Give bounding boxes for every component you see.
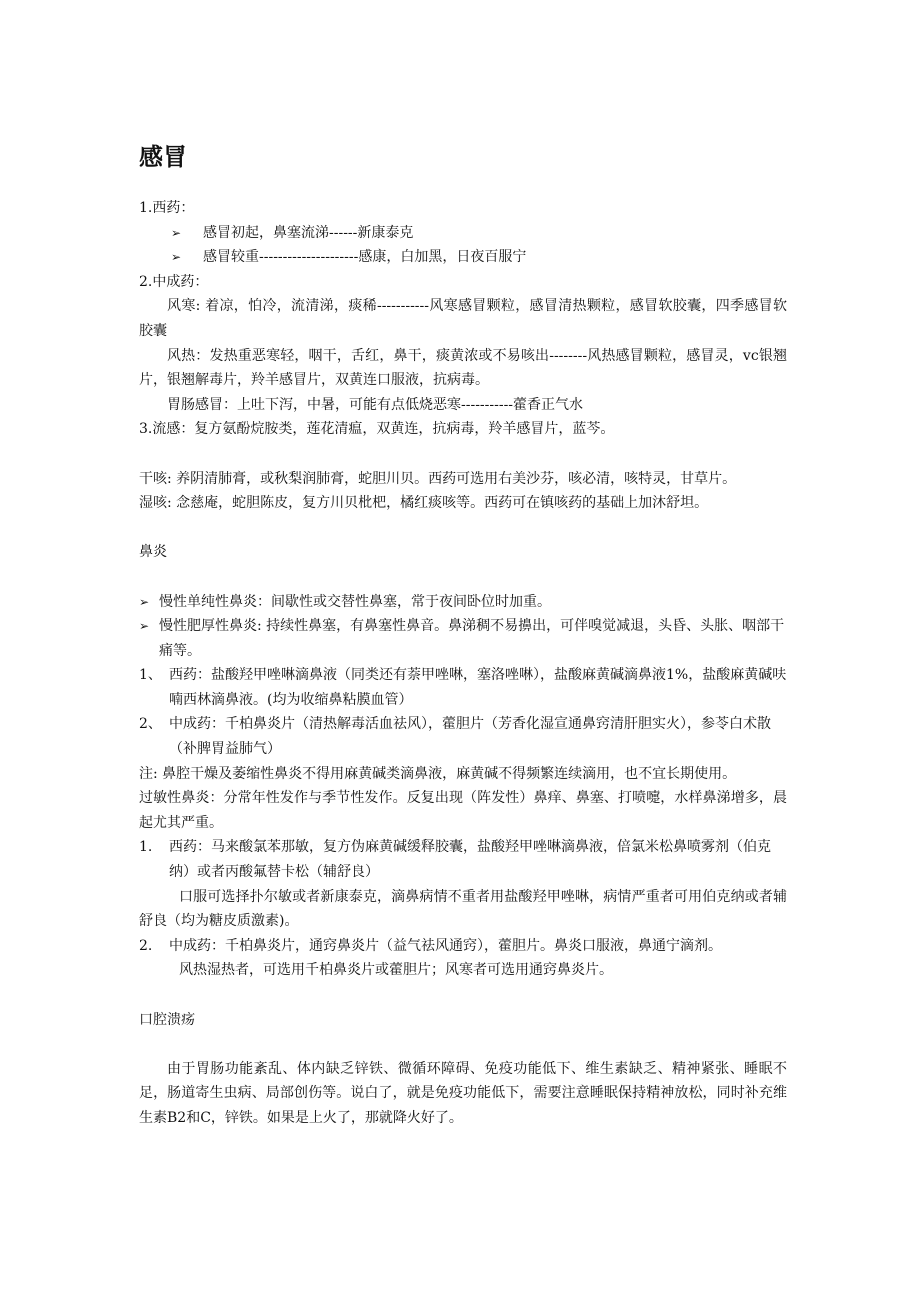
arrow-bullet-icon: ➢: [171, 250, 182, 265]
page-title: 感冒: [139, 143, 187, 171]
tcm-note-paragraph: 风热湿热者，可选用千柏鼻炎片或藿胆片；风寒者可选用通窍鼻炎片。: [179, 962, 613, 979]
list-item: 2、 中成药：千柏鼻炎片（清热解毒活血祛风），藿胆片（芳香化湿宣通鼻窍清肝胆实火），参苓白术散（补脾胃益肺气）: [139, 716, 771, 758]
arrow-bullet-icon: ➢: [139, 594, 150, 609]
list-item: ➢ 慢性肥厚性鼻炎: 持续性鼻塞，有鼻塞性鼻音。鼻涕稠不易擤出，可伴嗅觉减退，头昏、头胀、咽部干痛等。: [139, 614, 787, 663]
list-item: 2. 中成药：千柏鼻炎片，通窍鼻炎片（益气祛风通窍），藿胆片。鼻炎口服液，鼻通宁滴剂。: [139, 937, 722, 954]
ulcer-heading: 口腔溃疡: [139, 1011, 195, 1028]
arrow-bullet-icon: ➢: [171, 225, 182, 240]
wet-cough-paragraph: 湿咳: 念慈庵，蛇胆陈皮，复方川贝枇杷，橘红痰咳等。西药可在镇咳药的基础上加沐舒坦。: [139, 495, 709, 512]
spacer: [139, 565, 787, 590]
list-item: ➢ 慢性单纯性鼻炎：间歇性或交替性鼻塞，常于夜间卧位时加重。: [139, 590, 787, 615]
wind-heat-paragraph: 风热：发热重恶寒轻，咽干，舌红，鼻干，痰黄浓或不易咳出--------风热感冒颗粒，感冒灵，vc银翘片，银翘解毒片，羚羊感冒片，双黄连口服液，抗病毒。: [139, 347, 787, 389]
rhinitis-heading: 鼻炎: [139, 544, 167, 561]
list-item: ➢ 感冒较重---------------------感康，白加黑，日夜百服宁: [139, 245, 787, 270]
spacer: [139, 442, 787, 467]
oral-note-paragraph: 口服可选择扑尔敏或者新康泰克，滴鼻病情不重者用盐酸羟甲唑啉，病情严重者可用伯克纳或者辅舒良（均为糖皮质激素)。: [139, 888, 787, 930]
flu-paragraph: 3.流感：复方氨酚烷胺类，莲花清瘟，双黄连，抗病毒，羚羊感冒片，蓝芩。: [139, 421, 615, 438]
list-item: 1. 西药：马来酸氯苯那敏，复方伪麻黄碱缓释胶囊，盐酸羟甲唑啉滴鼻液，倍氯米松鼻喷雾剂（伯克纳）或者丙酸氟替卡松（辅舒良）: [139, 839, 771, 881]
note-paragraph: 注: 鼻腔干燥及萎缩性鼻炎不得用麻黄碱类滴鼻液，麻黄碱不得频繁连续滴用，也不宜长期使用。: [139, 765, 737, 782]
spacer: [139, 983, 787, 1008]
list-item: 1、 西药：盐酸羟甲唑啉滴鼻液（同类还有萘甲唑啉，塞洛唑啉），盐酸麻黄碱滴鼻液1%，盐酸麻黄碱呋喃西林滴鼻液。(均为收缩鼻粘膜血管）: [139, 667, 787, 708]
list-item: ➢ 感冒初起，鼻塞流涕------新康泰克: [139, 221, 787, 246]
wind-cold-paragraph: 风寒: 着凉，怕冷，流清涕，痰稀-----------风寒感冒颗粒，感冒清热颗粒，感冒软胶囊，四季感冒软胶囊: [139, 298, 787, 339]
gastro-cold-paragraph: 胃肠感冒：上吐下泻，中暑，可能有点低烧恶寒-----------藿香正气水: [167, 396, 584, 413]
spacer: [139, 1032, 787, 1057]
dry-cough-paragraph: 干咳: 养阴清肺膏，或秋梨润肺膏，蛇胆川贝。西药可选用右美沙芬，咳必清，咳特灵，甘草片。: [139, 470, 737, 487]
arrow-bullet-icon: ➢: [139, 619, 150, 634]
allergic-paragraph: 过敏性鼻炎：分常年性发作与季节性发作。反复出现（阵发性）鼻痒、鼻塞、打喷嚏，水样鼻涕增多，晨起尤其严重。: [139, 790, 787, 831]
document-body: [139, 196, 787, 1131]
spacer: [139, 516, 787, 541]
tcm-heading: 2.中成药：: [139, 273, 209, 290]
ulcer-paragraph: 由于胃肠功能紊乱、体内缺乏锌铁、微循环障碍、免疫功能低下、维生素缺乏、精神紧张、睡眠不足，肠道寄生虫病、局部创伤等。说白了，就是免疫功能低下，需要注意睡眠保持精神放松，同时补充维生素B2和C，锌铁。如果是上火了，那就降火好了。: [139, 1060, 787, 1126]
western-heading: 1.西药：: [139, 200, 195, 216]
